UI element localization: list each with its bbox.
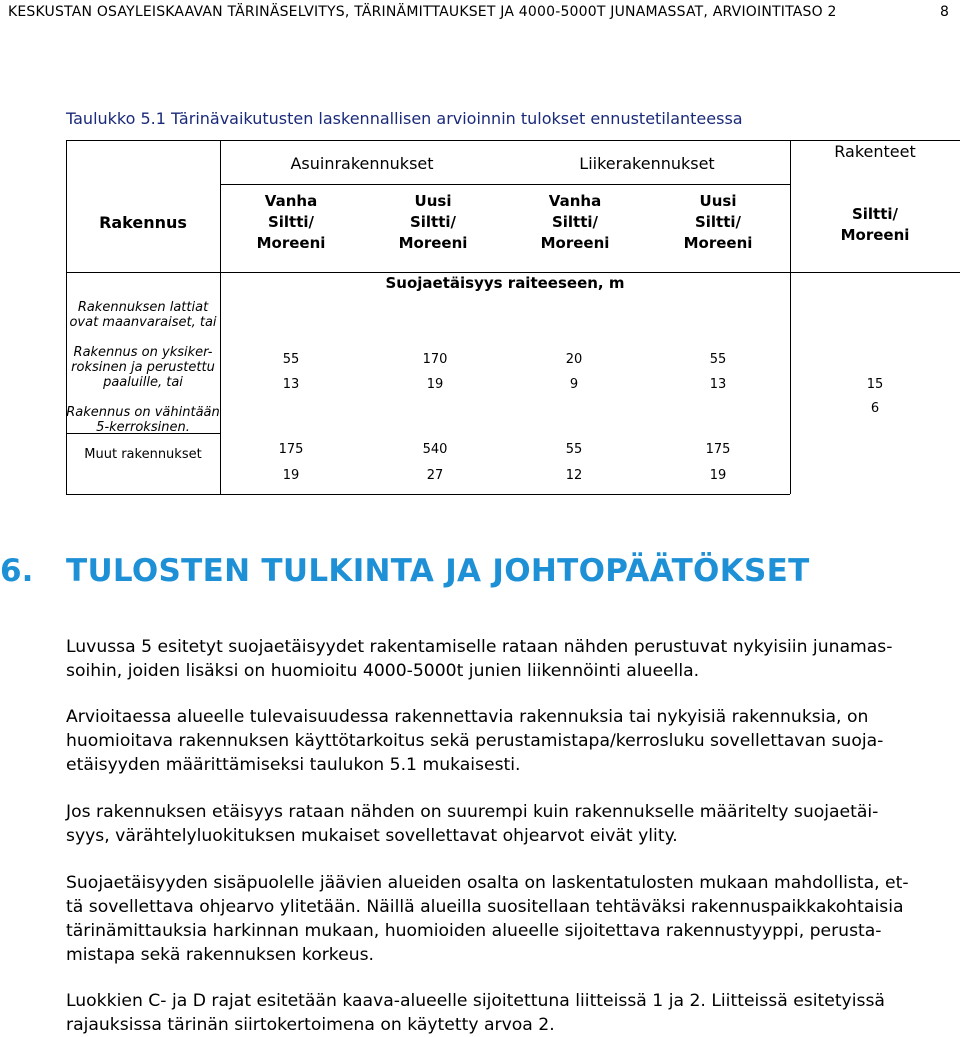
table-rakenteet-divider — [790, 140, 791, 494]
group-liikerakennukset: Liikerakennukset — [579, 154, 715, 173]
row-header-rakennus: Rakennus — [99, 213, 187, 232]
subcol-rakenteet: Siltti/ Moreeni — [840, 205, 910, 244]
row-label-1: Rakennuksen lattiat ovat maanvaraiset, tai Rakennus on yksiker- roksinen ja perustettu paaluille, tai Rakennus on vähintään 5-kerroksinen. — [66, 300, 220, 435]
page-number: 8 — [940, 4, 949, 20]
paragraph-3: Jos rakennuksen etäisyys rataan nähden on suurempi kuin rakennukselle määritelty suojaetäi- syys, värähtelyluokituksen mukaiset sovellettavat ohjearvot eivät ylity. — [66, 802, 879, 846]
value-r2a-c4: 175 — [705, 442, 731, 457]
row-label-2: Muut rakennukset — [84, 447, 202, 462]
table-border-bottom — [66, 494, 790, 495]
value-r2b-c1: 19 — [282, 468, 300, 483]
value-r1a-c3: 20 — [565, 352, 583, 367]
value-r2a-c2: 540 — [422, 442, 448, 457]
distance-label: Suojaetäisyys raiteeseen, m — [385, 274, 625, 292]
table-group-divider — [220, 184, 790, 185]
value-r1a-c4: 55 — [709, 352, 727, 367]
group-rakenteet: Rakenteet — [834, 142, 916, 161]
value-r2b-c2: 27 — [426, 468, 444, 483]
document-header-title: KESKUSTAN OSAYLEISKAAVAN TÄRINÄSELVITYS, TÄRINÄMITTAUKSET JA 4000-5000T JUNAMASSAT, ARVIOINTITASO 2 — [8, 4, 837, 20]
value-r2a-c1: 175 — [278, 442, 304, 457]
paragraph-4: Suojaetäisyyden sisäpuolelle jäävien alueiden osalta on laskentatulosten mukaan mahdollista, et- tä sovellettava ohjearvo ylitetään. Näillä alueilla suositellaan tehtäväksi rakennuspaikkakohtaisia tärinämittauksia harkinnan mukaan, huomioiden alueelle sijoitettava rakennustyyppi, perusta- mistapa sekä rakennuksen korkeus. — [66, 873, 909, 965]
section-number: 6. — [0, 553, 34, 589]
subcol-asuin-uusi: Uusi Siltti/ Moreeni — [398, 192, 468, 252]
table-caption: Taulukko 5.1 Tärinävaikutusten laskennallisen arvioinnin tulokset ennustetilanteessa — [66, 109, 743, 128]
table-border-top — [66, 140, 960, 141]
paragraph-1: Luvussa 5 esitetyt suojaetäisyydet rakentamiselle rataan nähden perustuvat nykyisiin junamas- soihin, joiden lisäksi on huomioitu 4000-5000t junien liikennöinti alueella. — [66, 637, 893, 681]
value-r2b-c4: 19 — [709, 468, 727, 483]
subcol-asuin-vanha: Vanha Siltti/ Moreeni — [256, 192, 326, 252]
value-r1b-c4: 13 — [709, 377, 727, 392]
value-rakenteet-2: 6 — [870, 401, 880, 416]
paragraph-2: Arvioitaessa alueelle tulevaisuudessa rakennettavia rakennuksia tai nykyisiä rakennuksia, on huomioitava rakennuksen käyttötarkoitus sekä perustamistapa/kerrosluku sovellettavan suoja- etäisyyden määrittämiseksi taulukon 5.1 mukaisesti. — [66, 707, 884, 775]
subcol-liike-vanha: Vanha Siltti/ Moreeni — [540, 192, 610, 252]
value-r1b-c1: 13 — [282, 377, 300, 392]
value-r1a-c1: 55 — [282, 352, 300, 367]
value-r2a-c3: 55 — [565, 442, 583, 457]
value-r1b-c3: 9 — [569, 377, 579, 392]
value-r1a-c2: 170 — [422, 352, 448, 367]
group-asuinrakennukset: Asuinrakennukset — [290, 154, 434, 173]
subcol-liike-uusi: Uusi Siltti/ Moreeni — [683, 192, 753, 252]
paragraph-5: Luokkien C- ja D rajat esitetään kaava-alueelle sijoitettuna liitteissä 1 ja 2. Liitteissä esitetyissä rajauksissa tärinän siirtokertoimena on käytetty arvoa 2. — [66, 991, 885, 1035]
value-r1b-c2: 19 — [426, 377, 444, 392]
value-r2b-c3: 12 — [565, 468, 583, 483]
section-title: TULOSTEN TULKINTA JA JOHTOPÄÄTÖKSET — [66, 553, 810, 589]
results-table — [66, 140, 960, 494]
value-rakenteet-1: 15 — [866, 377, 884, 392]
